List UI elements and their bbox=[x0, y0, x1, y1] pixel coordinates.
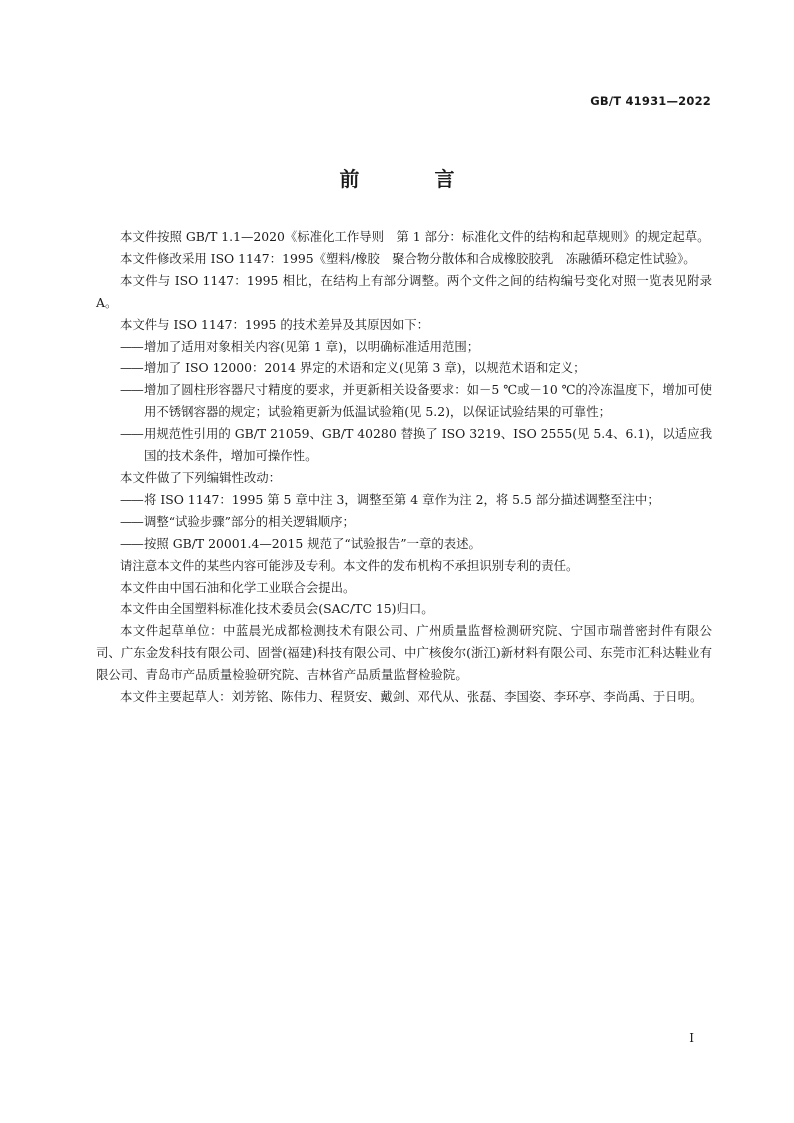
list-item bbox=[96, 423, 712, 467]
paragraph-edit-intro: 本文件做了下列编辑性改动： bbox=[120, 469, 282, 485]
list-item bbox=[96, 533, 712, 555]
dash-mark: —— bbox=[120, 513, 143, 529]
dash-mark: —— bbox=[120, 338, 143, 354]
paragraph-patent-notice: 请注意本文件的某些内容可能涉及专利。本文件的发布机构不承担识别专利的责任。 bbox=[120, 557, 579, 573]
paragraph-tech-diff-intro: 本文件与 ISO 1147：1995 的技术差异及其原因如下： bbox=[120, 316, 430, 332]
list-item-text: 增加了适用对象相关内容(见第 1 章)，以明确标准适用范围； bbox=[144, 338, 480, 354]
dash-mark: —— bbox=[120, 535, 143, 551]
list-item-text: 调整“试验步骤”部分的相关逻辑顺序； bbox=[144, 513, 355, 529]
dash-mark: —— bbox=[120, 491, 143, 507]
paragraph-drafting-rules: 本文件按照 GB/T 1.1—2020《标准化工作导则 第 1 部分：标准化文件的结构和起草规则》的规定起草。 bbox=[120, 229, 710, 244]
dash-mark: —— bbox=[120, 360, 143, 376]
list-item bbox=[96, 489, 712, 511]
paragraph-adoption: 本文件修改采用 ISO 1147：1995《塑料/橡胶 聚合物分散体和合成橡胶胶乳 冻融循环稳定性试验》。 bbox=[120, 250, 696, 266]
list-item bbox=[96, 357, 712, 379]
foreword-body bbox=[96, 226, 712, 708]
list-item-text: 增加了圆柱形容器尺寸精度的要求，并更新相关设备要求：如－5 ℃或－10 ℃的冷冻温度下，增加可使用不锈钢容器的规定；试验箱更新为低温试验箱(见 5.2)，以保证试验结果的可靠性； bbox=[144, 382, 712, 420]
list-item-text: 用规范性引用的 GB/T 21059、GB/T 40280 替换了 ISO 3219、ISO 2555(见 5.4、6.1)，以适应我国的技术条件，增加可操作性。 bbox=[144, 426, 712, 464]
list-item bbox=[96, 336, 712, 358]
page-number: I bbox=[689, 1031, 694, 1045]
paragraph-committee: 本文件由全国塑料标准化技术委员会(SAC/TC 15)归口。 bbox=[120, 601, 434, 617]
page-title: 前 言 bbox=[339, 167, 489, 191]
list-item-text: 增加了 ISO 12000：2014 界定的术语和定义(见第 3 章)，以规范术语和定义； bbox=[144, 360, 586, 376]
paragraph-drafting-units: 本文件起草单位：中蓝晨光成都检测技术有限公司、广州质量监督检测研究院、宁国市瑞普密封件有限公司、广东金发科技有限公司、固誉(福建)科技有限公司、中广核俊尔(浙江)新材料有限公司、东莞市汇科达鞋业有限公司、青岛市产品质量检验研究院、吉林省产品质量监督检验院。 bbox=[96, 623, 712, 683]
paragraph-structure: 本文件与 ISO 1147：1995 相比，在结构上有部分调整。两个文件之间的结构编号变化对照一览表见附录 A。 bbox=[96, 272, 712, 310]
doc-id: GB/T 41931—2022 bbox=[590, 94, 711, 108]
dash-mark: —— bbox=[120, 426, 143, 442]
paragraph-drafters: 本文件主要起草人：刘芳铭、陈伟力、程贤安、戴剑、邓代从、张磊、李国姿、李环亭、李尚禹、于日明。 bbox=[120, 689, 703, 705]
list-item-text: 将 ISO 1147：1995 第 5 章中注 3，调整至第 4 章作为注 2，将 5.5 部分描述调整至注中； bbox=[144, 491, 660, 507]
list-item bbox=[96, 511, 712, 533]
paragraph-proposer: 本文件由中国石油和化学工业联合会提出。 bbox=[120, 579, 356, 595]
dash-mark: —— bbox=[120, 382, 143, 398]
list-item bbox=[96, 379, 712, 423]
list-item-text: 按照 GB/T 20001.4—2015 规范了“试验报告”一章的表述。 bbox=[144, 535, 481, 551]
